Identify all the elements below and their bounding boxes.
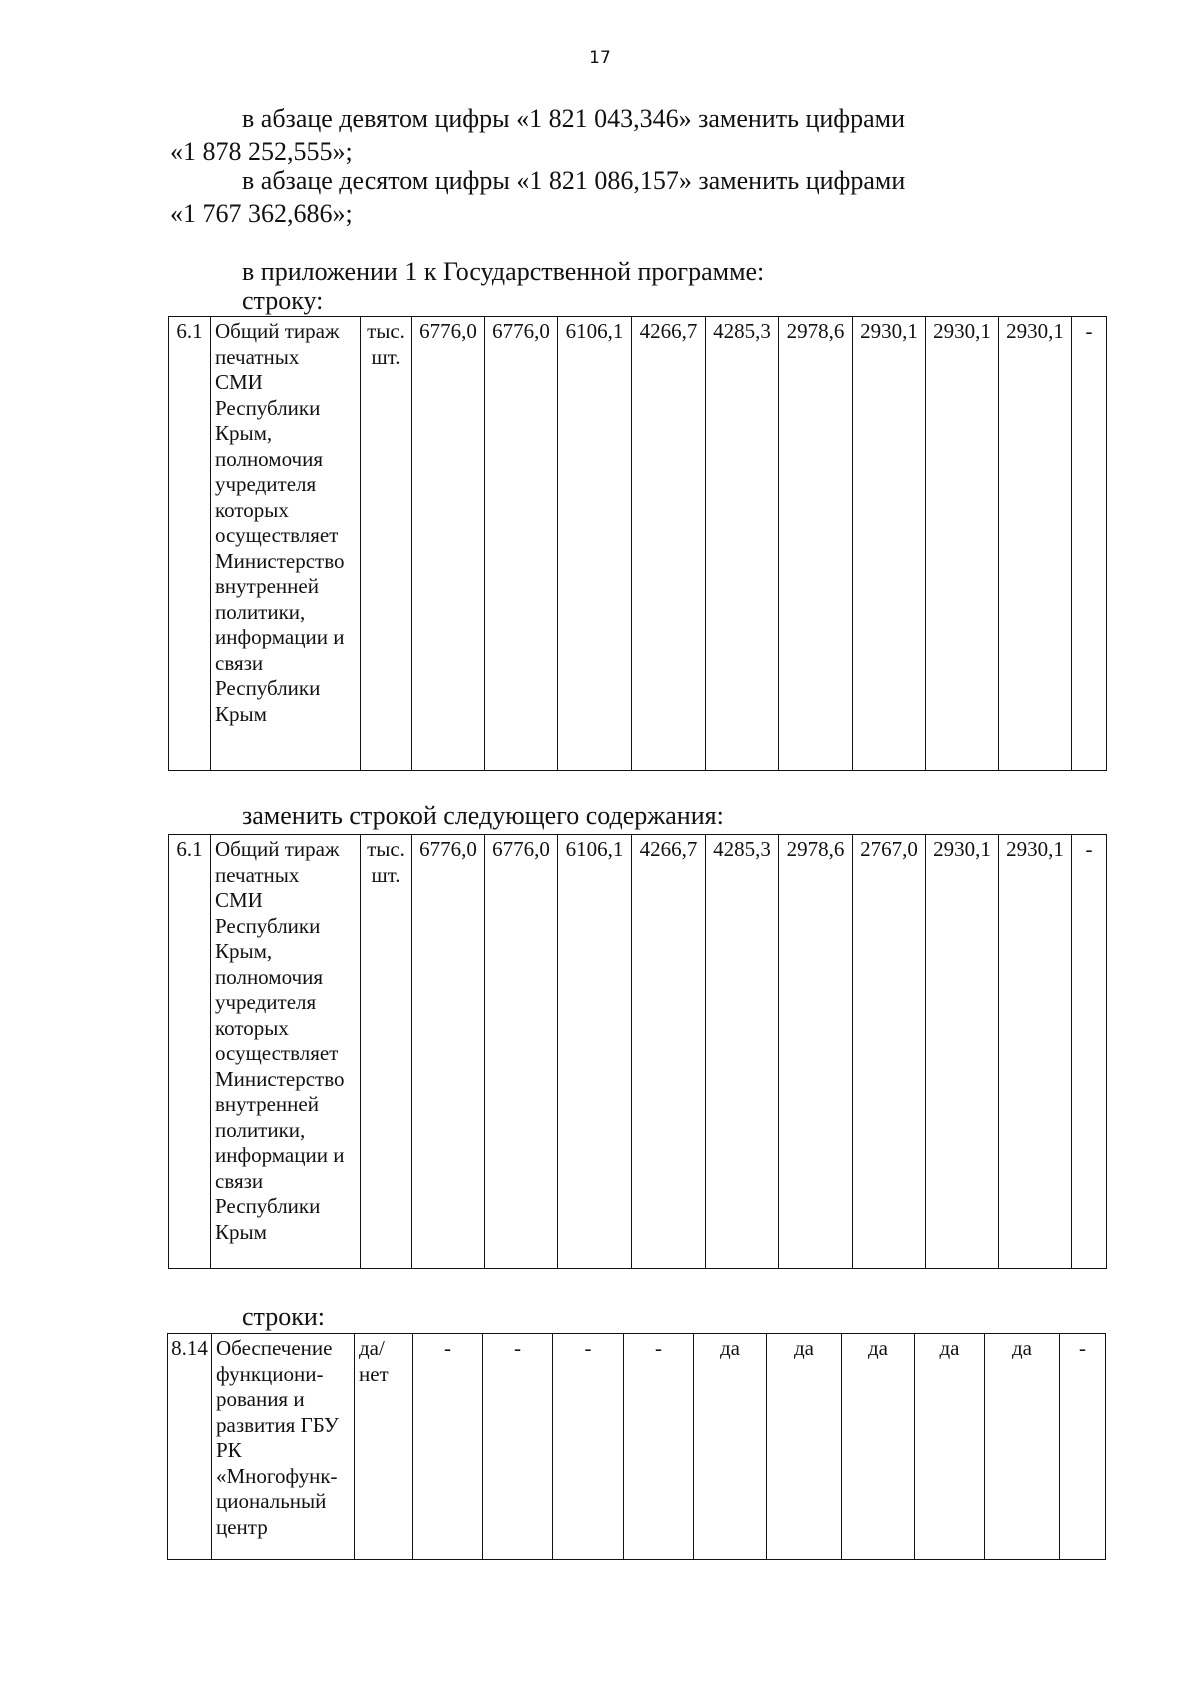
unit-line: шт.	[371, 862, 401, 887]
value-cell: 2930,1	[999, 317, 1072, 771]
value-cell: -	[1060, 1334, 1106, 1560]
value-cell: 2978,6	[779, 835, 853, 1269]
page-number: 17	[589, 48, 611, 68]
desc-line: Республики	[215, 676, 321, 700]
paragraph-line: «1 878 252,555»;	[170, 137, 353, 166]
desc-line: печатных	[215, 862, 300, 887]
unit-cell	[361, 317, 412, 771]
value-cell: 2930,1	[999, 835, 1072, 1269]
value-cell: да	[694, 1334, 767, 1560]
paragraph-line: в абзаце девятом цифры «1 821 043,346» заменить цифрами	[242, 104, 906, 133]
unit-line: шт.	[371, 344, 401, 369]
desc-line: связи	[215, 650, 264, 675]
desc-line: полномочия	[215, 446, 323, 471]
desc-line: Министерство	[215, 548, 345, 573]
desc-line: осуществляет	[215, 1041, 339, 1065]
paragraph-amendment-9	[170, 102, 1092, 168]
label-replace: заменить строкой следующего содержания:	[242, 801, 724, 830]
paragraph-line: в абзаце десятом цифры «1 821 086,157» заменить цифрами	[242, 166, 906, 195]
desc-line: внутренней	[215, 574, 319, 598]
indicator-description	[212, 1334, 355, 1560]
desc-line: Министерство	[215, 1066, 345, 1091]
desc-line: Обеспечение	[216, 1336, 333, 1360]
value-cell: 6776,0	[485, 835, 558, 1269]
desc-line: Крым,	[215, 939, 273, 963]
value-cell: -	[624, 1334, 694, 1560]
table-old-row	[168, 316, 1107, 771]
desc-line: информации и	[215, 1143, 345, 1167]
value-cell: 6776,0	[412, 317, 485, 771]
paragraph-amendment-10	[170, 164, 1092, 230]
value-cell: -	[413, 1334, 483, 1560]
value-cell: 6776,0	[485, 317, 558, 771]
unit-line: нет	[359, 1361, 389, 1386]
value-cell: да	[985, 1334, 1060, 1560]
table-row	[169, 835, 1107, 1269]
value-cell: -	[1072, 835, 1107, 1269]
desc-line: осуществляет	[215, 523, 339, 547]
value-cell: 6776,0	[412, 835, 485, 1269]
value-cell: 2978,6	[779, 317, 853, 771]
desc-line: Общий тираж	[215, 319, 340, 343]
table-new-row	[168, 834, 1107, 1269]
appendix-label: в приложении 1 к Государственной программе:	[242, 257, 765, 286]
row-number: 6.1	[169, 835, 211, 1269]
value-cell: да	[842, 1334, 915, 1560]
desc-line: функциони-	[216, 1361, 324, 1386]
value-cell: -	[553, 1334, 624, 1560]
desc-line: информации и	[215, 625, 345, 649]
desc-line: циональный	[216, 1489, 327, 1513]
desc-line: Крым	[215, 1219, 267, 1244]
desc-line: СМИ	[215, 888, 263, 912]
desc-line: СМИ	[215, 370, 263, 394]
row-number: 6.1	[169, 317, 211, 771]
label-stroki: строки:	[242, 1302, 325, 1331]
unit-cell	[361, 835, 412, 1269]
unit-line: тыс.	[367, 837, 405, 861]
desc-line: Республики	[215, 395, 321, 420]
indicator-description	[211, 835, 361, 1269]
row-number: 8.14	[168, 1334, 212, 1560]
value-cell: 2930,1	[853, 317, 926, 771]
desc-line: «Многофунк-	[216, 1463, 338, 1488]
paragraph-line: «1 767 362,686»;	[170, 199, 353, 228]
table-814-row	[167, 1333, 1106, 1560]
desc-line: развития ГБУ	[216, 1412, 339, 1437]
desc-line: учредителя	[215, 990, 317, 1014]
value-cell: -	[1072, 317, 1107, 771]
desc-line: РК	[216, 1438, 242, 1462]
label-stroku: строку:	[242, 286, 324, 315]
desc-line: полномочия	[215, 964, 323, 989]
desc-line: печатных	[215, 344, 300, 369]
desc-line: которых	[215, 1015, 289, 1040]
unit-line: тыс.	[367, 319, 405, 343]
desc-line: Республики	[215, 1194, 321, 1218]
value-cell: 4285,3	[706, 835, 779, 1269]
value-cell: 6106,1	[558, 317, 632, 771]
value-cell: 4266,7	[632, 317, 706, 771]
value-cell: 2767,0	[853, 835, 926, 1269]
value-cell: 2930,1	[926, 835, 999, 1269]
table-row	[169, 317, 1107, 771]
desc-line: центр	[216, 1514, 268, 1539]
value-cell: 4285,3	[706, 317, 779, 771]
desc-line: Крым	[215, 701, 267, 726]
value-cell: 2930,1	[926, 317, 999, 771]
unit-cell	[355, 1334, 413, 1560]
unit-line: да/	[359, 1336, 385, 1360]
desc-line: учредителя	[215, 472, 317, 496]
desc-line: политики,	[215, 599, 306, 624]
desc-line: Крым,	[215, 421, 273, 445]
desc-line: которых	[215, 497, 289, 522]
desc-line: Общий тираж	[215, 837, 340, 861]
desc-line: Республики	[215, 913, 321, 938]
value-cell: да	[767, 1334, 842, 1560]
value-cell: -	[483, 1334, 553, 1560]
value-cell: 4266,7	[632, 835, 706, 1269]
table-row	[168, 1334, 1106, 1560]
desc-line: связи	[215, 1168, 264, 1193]
value-cell: да	[915, 1334, 985, 1560]
indicator-description	[211, 317, 361, 771]
desc-line: рования и	[216, 1387, 305, 1411]
desc-line: внутренней	[215, 1092, 319, 1116]
value-cell: 6106,1	[558, 835, 632, 1269]
desc-line: политики,	[215, 1117, 306, 1142]
